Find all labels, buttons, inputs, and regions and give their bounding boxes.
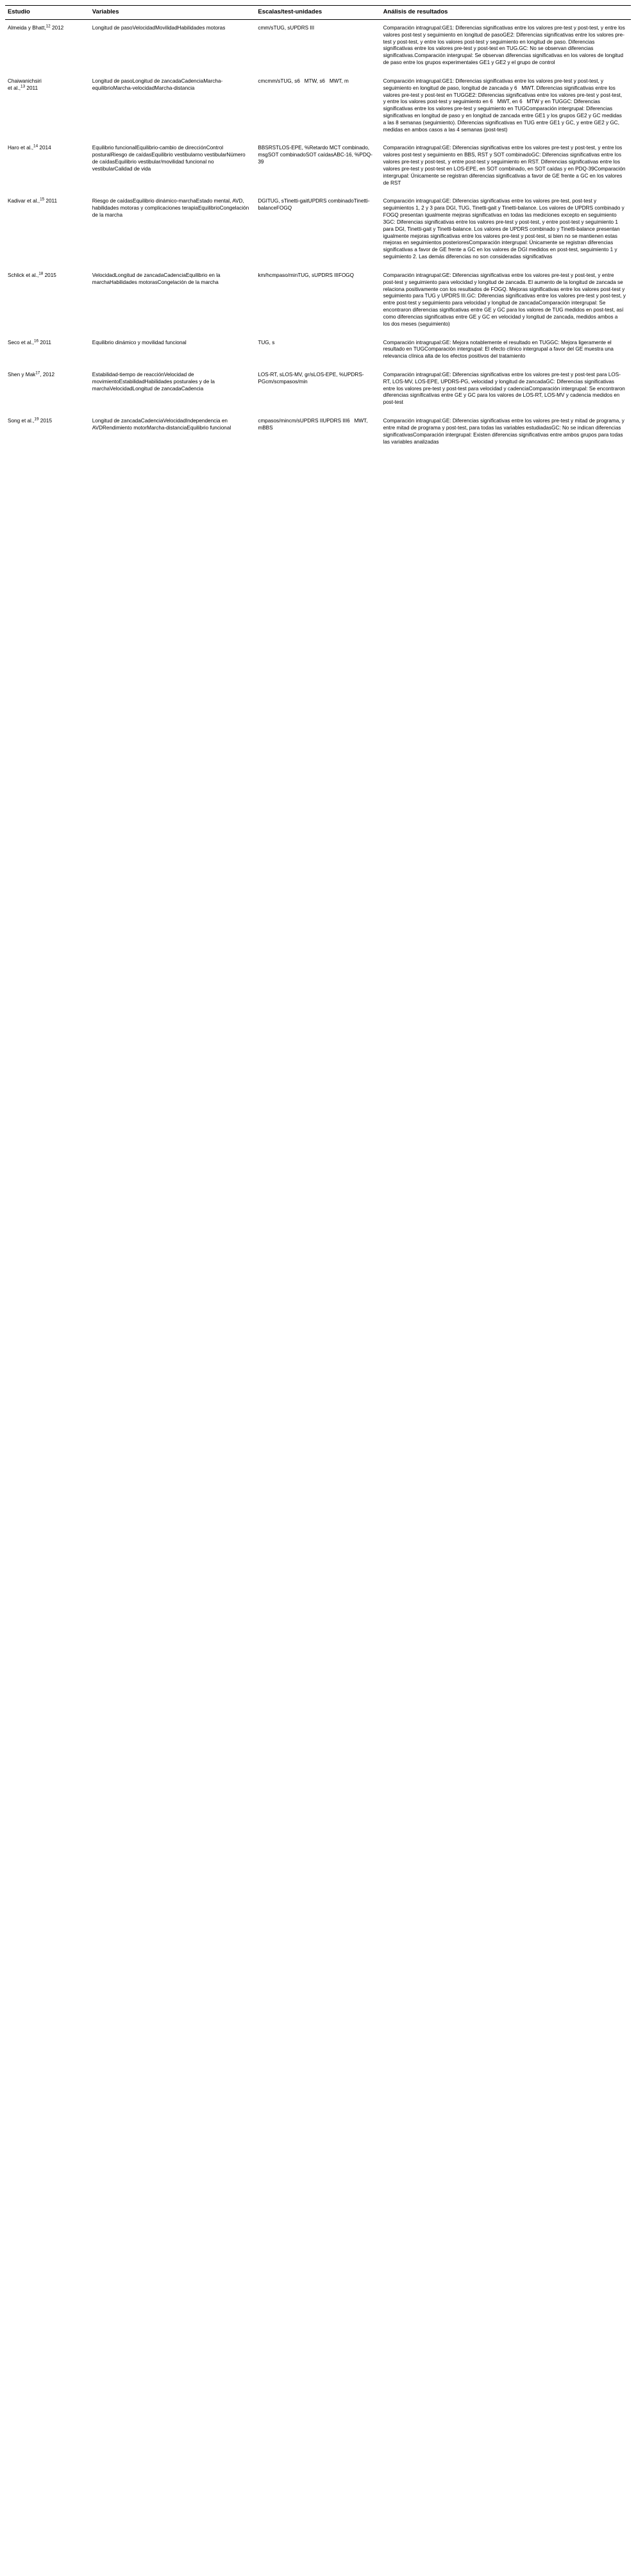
cell-variables: VelocidadLongitud de zancadaCadenciaEquilibrio en la marchaHabilidades motorasCongelación de la marcha [92,272,222,285]
cell-estudio [5,193,90,267]
cell-escalas: TUG, s [258,339,275,345]
citation-ref: 15 [40,197,45,202]
cell-estudio [5,73,90,140]
cell-estudio [5,367,90,413]
table-row [5,140,631,193]
document-page [0,0,636,454]
cell-estudio [5,19,90,72]
table-row [5,367,631,413]
study-name: Almeida y Bhatt,$^{12}$ 2012 [8,24,64,31]
study-name: Shen y Mak$^{17}$, 2012 [8,370,55,378]
table-head [5,6,631,20]
citation-ref: 12 [46,24,51,29]
cell-analisis: Comparación intragrupal:GE1: Diferencias significativas entre los valores pre-test y post-test, y seguimiento en longitud de paso, longitud de zancada y 6 MWT. Diferencias significativas entre los valores pre-test y post-test en TUGGE2: Diferencias significativas entre los valores pre-test y post-test, y entre los valores post-test y seguimiento en 6 MWT, en 6 MTW y en TUGGC: Diferencias significativas entre los valores pre-test y seguimiento en TUGComparación intergrupal: Diferencias significativas en longitud de paso y en longitud de zancada entre GE1 y los grupos GE2 y GC medidas a las 8 semanas (seguimiento). Diferencias significativas en TUG entre GE1 y GC, y entre GE2 y GC, medidas en ambos casos a las 4 semanas (post-test) [383,78,624,133]
study-name: Seco et al.,$^{16}$ 2011 [8,338,51,345]
cell-escalas: cmpasos/mincm/sUPDRS IIUPDRS III6 MWT, mBBS [258,418,369,431]
study-name: Kadivar et al.,$^{15}$ 2011 [8,197,58,204]
cell-escalas: cmm/sTUG, sUPDRS III [258,24,315,31]
cell-analisis: Comparación intragrupal:GE: Diferencias significativas entre los valores pre-test y post-test, y entre post-test y seguimiento para velocidad y longitud de zancada. El aumento de la longitud de zancada se relaciona positivamente con los resultados de FOGQ. Mejoras significativas entre los valores post-test y seguimiento para TUG y UPDRS III.GC: Diferencias significativas entre los valores pre-test y post-test, y entre post-test y seguimiento para velocidad y longitud de zancadaComparación intergrupal: Se encontraron diferencias significativas entre GE y GC para los valores de TUG medidos en post-test, así como diferencias significativas entre GE y GC en velocidad y longitud de zancada, medidos ambos a los dos meses (seguimiento) [383,272,628,327]
column-header-escalas: Escalas/test-unidades [255,6,380,20]
cell-estudio [5,267,90,335]
cell-analisis: Comparación intragrupal:GE: Diferencias significativas entre los valores pre-test y post-test para LOS-RT, LOS-MV, LOS-EPE, UPDRS-PG, velocidad y longitud de zancadaGC: Diferencias significativas entre los valores pre-test y post-test para velocidad y cadenciaComparación intergrupal: Se encontraron diferencias significativas entre GE y GC para los valores de LOS-RT, LOS-MV y cadencia medidos en post-test [383,372,627,406]
cell-variables: Longitud de zancadaCadenciaVelocidadIndependencia en AVDRendimiento motorMarcha-distanciaEquilibrio funcional [92,418,231,431]
table-header-row [5,6,631,20]
cell-estudio [5,413,90,454]
cell-escalas: LOS-RT, sLOS-MV, gr/sLOS-EPE, %UPDRS-PGcm/scmpasos/min [258,372,364,385]
cell-variables: Riesgo de caídasEquilibrio dinámico-marchaEstado mental, AVD, habilidades motoras y complicaciones terapiaEquilibrioCongelación de la marcha [92,198,251,219]
cell-analisis: Comparación intragrupal:GE: Diferencias significativas entre los valores pre-test y post-test, y entre los valores post-test y seguimiento en BBS, RST y SOT combinadoGC: Diferencias significativas entre los valores pre-test y post-test, y entre post-test y seguimiento en RST. Diferencias significativas entre los valores pre-test y post-test en LOS-EPE, en SOT combinado, en SOT caídas y en PDQ-39Comparación intergrupal: Únicamente se registran diferencias significativas a favor de GE frente a GC en los valores de RST [383,145,627,186]
citation-ref: 19 [34,417,39,422]
study-name: Chaiwanichsiri et al.,$^{13}$ 2011 [8,78,42,91]
cell-escalas: km/hcmpaso/minTUG, sUPDRS IIIFOGQ [258,272,355,278]
citation-ref: 16 [33,338,39,343]
cell-analisis: Comparación intragrupal:GE1: Diferencias significativas entre los valores pre-test y post-test, y entre los valores post-test y seguimiento en longitud de pasoGE2: Diferencias significativas entre los valores pre-test y post-test, y entre los valores post-test y seguimiento en longitud de paso. Diferencias significativas entre los valores pre-test y post-test en TUG.GC: No se observan diferencias significativas.Comparación intergrupal: Se observan diferencias significativas en los valores de longitud de paso entre los grupos experimentales GE1 y GE2 y el grupo de control [383,24,627,66]
cell-escalas: BBSRSTLOS-EPE, %Retardo MCT combinado, msgSOT combinadoSOT caídasABC-16, %PDQ-39 [258,145,372,165]
citation-ref: 13 [21,83,26,88]
citation-ref: 18 [38,271,44,276]
study-name: Haro et al.,$^{14}$ 2014 [8,144,51,151]
cell-variables: Longitud de pasoLongitud de zancadaCadenciaMarcha-equilibrioMarcha-velocidadMarcha-distancia [92,78,223,91]
cell-estudio [5,140,90,193]
cell-variables: Equilibrio dinámico y movilidad funcional [92,339,187,345]
study-name: Schlick et al.,$^{18}$ 2015 [8,271,56,278]
cell-analisis: Comparación intragrupal:GE: Mejora notablemente el resultado en TUGGC: Mejora ligeramente el resultado en TUGComparación intergrupal: El efecto clínico intergrupal a favor del GE muestra una relevancia clínica alta de los efectos positivos del tratamiento [383,339,615,360]
citation-ref: 17 [35,370,40,376]
table-body [5,19,631,454]
table-row [5,335,631,367]
table-row [5,413,631,454]
studies-table [5,5,631,454]
table-row [5,193,631,267]
table-row [5,73,631,140]
cell-estudio [5,335,90,367]
table-row [5,19,631,72]
column-header-analisis: Análisis de resultados [381,6,631,20]
cell-escalas: DGITUG, sTinetti-gaitUPDRS combinadoTinetti-balanceFOGQ [258,198,370,212]
cell-variables: Equilibrio funcionalEquilibrio-cambio de direcciónControl posturalRiesgo de caídasEquilibrio vestibularno vestibularNúmero de caídasEquilibrio vestibular/movilidad funcional no vestibularCalidad de vida [92,145,247,172]
column-header-variables: Variables [90,6,256,20]
cell-escalas: cmcmm/sTUG, s6 MTW, s6 MWT, m [258,78,349,84]
cell-variables: Longitud de pasoVelocidadMovilidadHabilidades motoras [92,24,226,31]
cell-analisis: Comparación intragrupal:GE: Diferencias significativas entre los valores pre-test y mitad de programa, y entre mitad de programa y post-test, para todas las variables estudiadasGC: No se indican diferencias significativasComparación intergrupal: Existen diferencias significativas entre ambos grupos para todas las variables analizadas [383,418,626,445]
column-header-estudio: Estudio [5,6,90,20]
table-row [5,267,631,335]
citation-ref: 14 [33,144,38,149]
cell-variables: Estabilidad-tiempo de reacciónVelocidad de movimientoEstabilidadHabilidades posturales y de la marchaVelocidadLongitud de zancadaCadencia [92,372,217,392]
cell-analisis: Comparación intragrupal:GE: Diferencias significativas entre los valores pre-test, post-test y seguimientos 1, 2 y 3 para DGI, TUG, Tinetti-gait y Tinetti-balance. Los valores de UPDRS combinado y FOGQ presentan igualmente mejoras significativas en todas las mediciones excepto en seguimiento 3GC: Diferencias significativas entre los valores pre-test y post-test, y entre post-test y seguimiento 1 para DGI, Tinetti-gait y Tinetti-balance. Los valores de UPDRS combinado y Tinetti-balance presentan igualmente mejoras significativas entre los valores pre-test y post-test, si bien no se mantienen estas mejoras en seguimientos posterioresComparación intergrupal: Únicamente se registran diferencias significativas a favor de GE frente a GC en los valores de DGI medidos en post-test, seguimiento 1 y seguimiento 2. Las demás diferencias no son consideradas significativas [383,198,626,260]
study-name: Song et al.,$^{19}$ 2015 [8,417,53,424]
